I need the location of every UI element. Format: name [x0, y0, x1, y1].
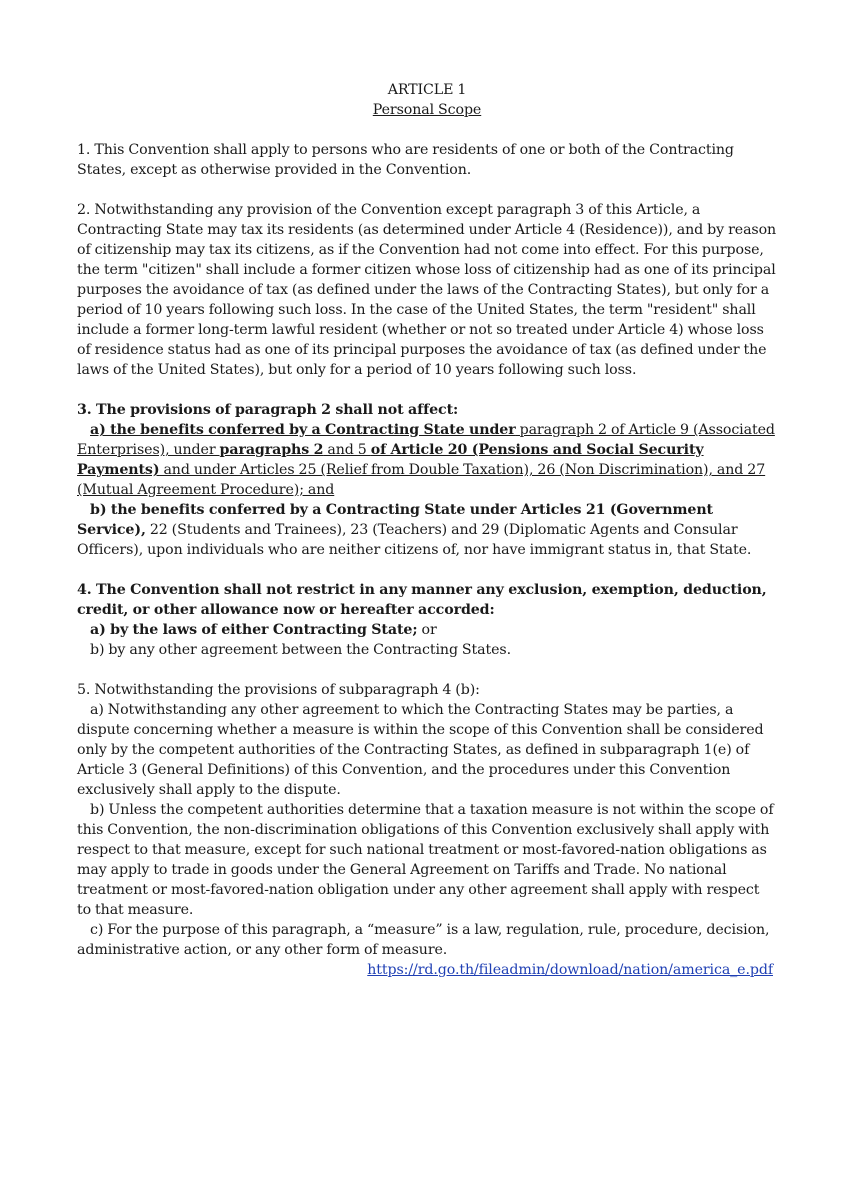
paragraph-4a-bold: a) by the laws of either Contracting State;	[90, 622, 418, 638]
paragraph-4-heading: 4. The Convention shall not restrict in any manner any exclusion, exemption, deduction, credit, or other allowance now or hereafter accorded:	[77, 582, 767, 618]
paragraph-5a: a) Notwithstanding any other agreement to which the Contracting States may be parties, a dispute concerning whether a measure is within the scope of this Convention shall be considered only by the competent authorities of the Contracting States, as defined in subparagraph 1(e) of Article 3 (General Definitions) of this Convention, and the procedures under this Convention exclusively shall apply to the dispute.	[77, 702, 764, 798]
source-link[interactable]: https://rd.go.th/fileadmin/download/nation/america_e.pdf	[367, 962, 773, 978]
paragraph-3b	[77, 500, 777, 560]
paragraph-4b: b) by any other agreement between the Contracting States.	[90, 642, 511, 658]
paragraph-5b: b) Unless the competent authorities determine that a taxation measure is not within the scope of this Convention, the non-discrimination obligations of this Convention exclusively shall apply with respect to that measure, except for such national treatment or most-favored-nation obligations as may apply to trade in goods under the General Agreement on Tariffs and Trade. No national treatment or most-favored-nation obligation under any other agreement shall apply with respect to that measure.	[77, 802, 774, 918]
paragraph-3a-bold-1: a) the benefits conferred by a Contracting State under	[90, 422, 516, 438]
paragraph-3a-bold-2: paragraphs 2	[219, 442, 324, 458]
paragraph-3a	[77, 420, 777, 500]
paragraph-3a-text-3: and under Articles 25 (Relief from Double Taxation), 26 (Non Discrimination), and 27 (Mutual Agreement Procedure); and	[77, 462, 766, 498]
article-title: Personal Scope	[372, 102, 482, 118]
paragraph-4a	[77, 620, 777, 640]
paragraph-2: 2. Notwithstanding any provision of the Convention except paragraph 3 of this Article, a Contracting State may tax its residents (as determined under Article 4 (Residence)), and by reason of citizenship may tax its citizens, as if the Convention had not come into effect. For this purpose, the term "citizen" shall include a former citizen whose loss of citizenship had as one of its principal purposes the avoidance of tax (as defined under the laws of the Contracting States), but only for a period of 10 years following such loss. In the case of the United States, the term "resident" shall include a former long-term lawful resident (whether or not so treated under Article 4) whose loss of residence status had as one of its principal purposes the avoidance of tax (as defined under the laws of the United States), but only for a period of 10 years following such loss.	[77, 202, 777, 378]
paragraph-3b-text: 22 (Students and Trainees), 23 (Teachers) and 29 (Diplomatic Agents and Consular Officers), upon individuals who are neither citizens of, nor have immigrant status in, that State.	[77, 522, 752, 558]
paragraph-3-heading: 3. The provisions of paragraph 2 shall not affect:	[77, 402, 459, 418]
paragraph-3b-bold: b) the benefits conferred by a Contracting State under Articles 21 (Government Service),	[77, 502, 713, 538]
article-number: ARTICLE 1	[387, 82, 467, 98]
paragraph-5c: c) For the purpose of this paragraph, a “measure” is a law, regulation, rule, procedure, decision, administrative action, or any other form of measure.	[77, 922, 770, 958]
paragraph-3a-text-1: paragraph 2 of Article 9 (Associated Enterprises), under	[77, 422, 775, 458]
paragraph-5-heading: 5. Notwithstanding the provisions of subparagraph 4 (b):	[77, 682, 480, 698]
paragraph-3a-text-2: and 5	[323, 442, 371, 458]
paragraph-4a-text: or	[417, 622, 437, 638]
paragraph-1: 1. This Convention shall apply to persons who are residents of one or both of the Contracting States, except as otherwise provided in the Convention.	[77, 142, 734, 178]
paragraph-3a-bold-3: of Article 20 (Pensions and Social Security Payments)	[77, 442, 704, 478]
document-page	[77, 80, 777, 980]
